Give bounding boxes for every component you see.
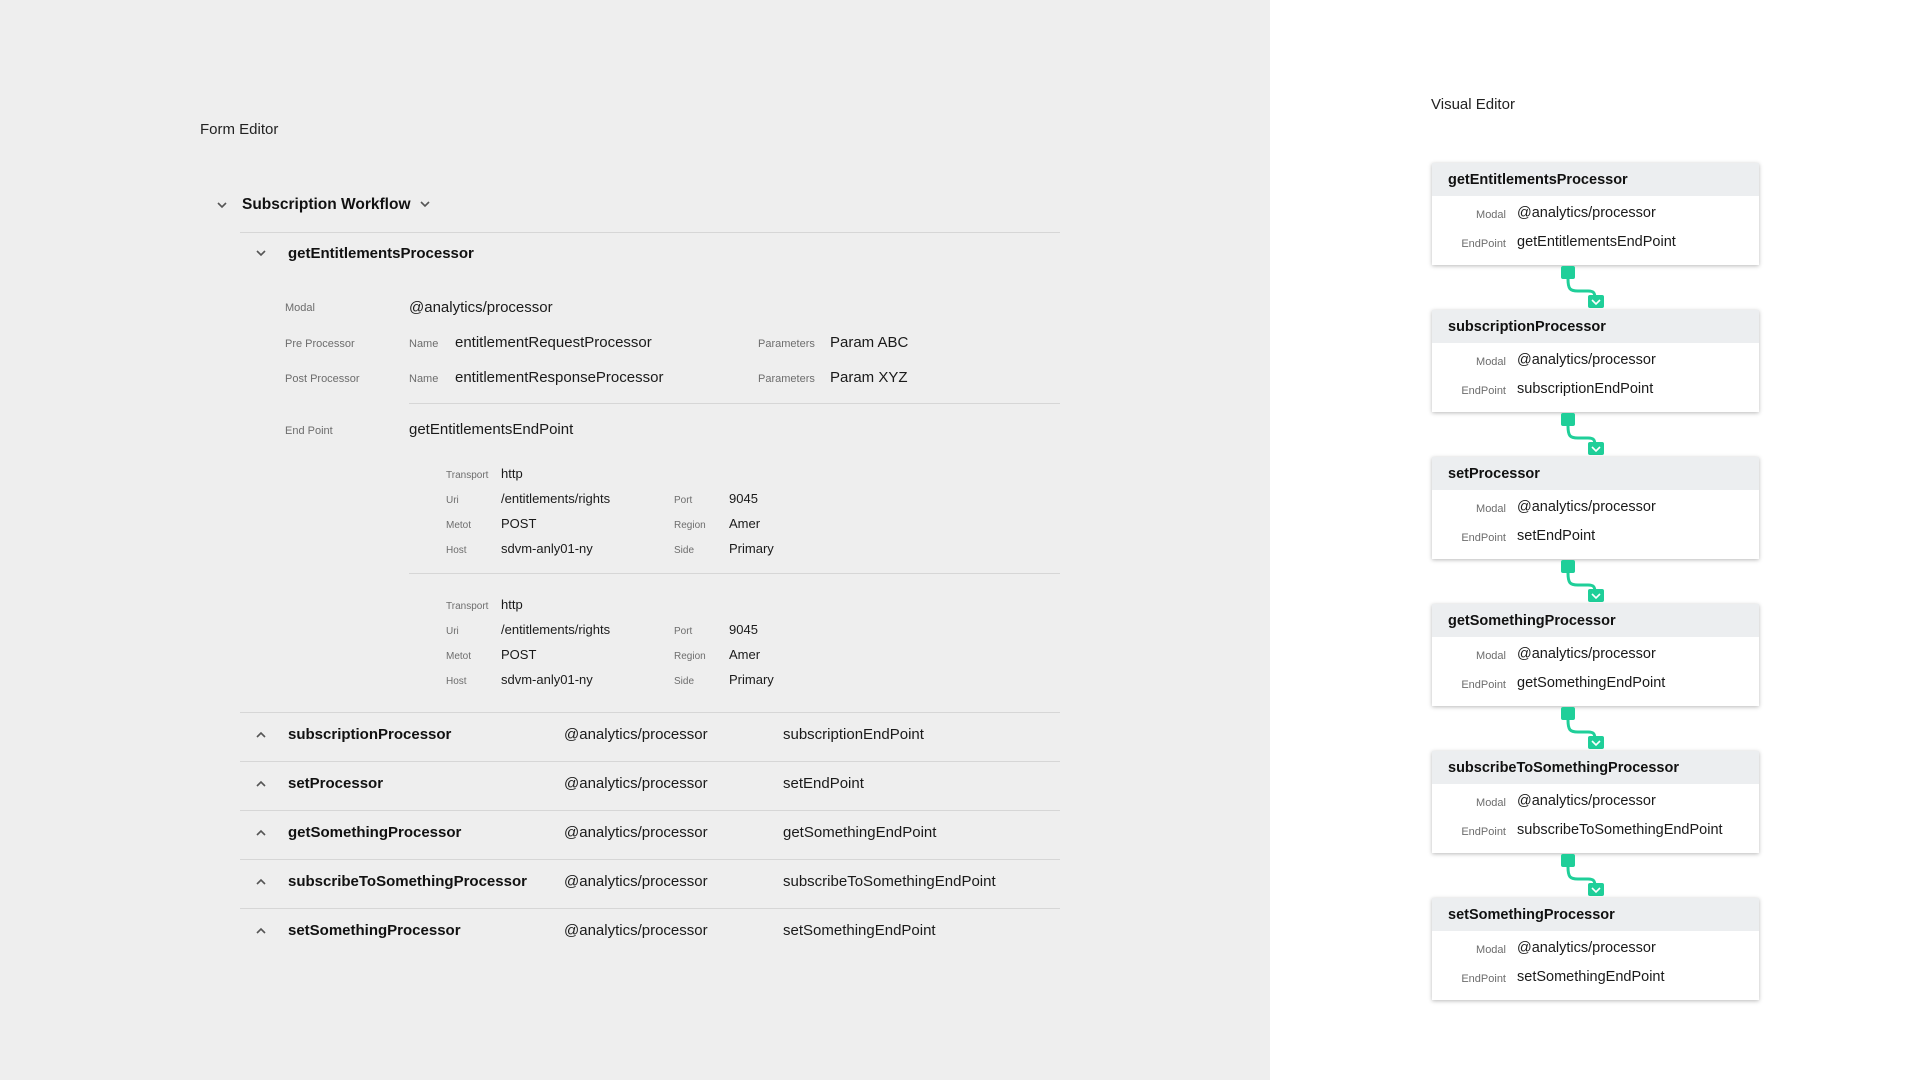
- processor-row-name[interactable]: subscribeToSomethingProcessor: [288, 873, 527, 890]
- divider: [240, 859, 1060, 860]
- chevron-up-icon[interactable]: [252, 873, 270, 891]
- parameters-label: Parameters: [758, 338, 815, 350]
- region-label: Region: [674, 651, 706, 662]
- divider: [240, 908, 1060, 909]
- visual-editor-title: Visual Editor: [1431, 96, 1515, 113]
- node-title: subscriptionProcessor: [1432, 310, 1759, 343]
- modal-label: Modal: [1476, 944, 1506, 956]
- processor-row-endpoint: setEndPoint: [783, 775, 864, 792]
- post-processor-params[interactable]: Param XYZ: [830, 369, 908, 386]
- processor-row-modal: @analytics/processor: [564, 726, 708, 743]
- form-editor-title: Form Editor: [200, 121, 279, 138]
- divider: [240, 712, 1060, 713]
- transport-label: Transport: [446, 601, 489, 612]
- node-title: setProcessor: [1432, 457, 1759, 490]
- node-modal-value: @analytics/processor: [1517, 793, 1656, 809]
- chevron-up-icon[interactable]: [252, 824, 270, 842]
- node-modal-value: @analytics/processor: [1517, 352, 1656, 368]
- endpoint-label: EndPoint: [1461, 826, 1506, 838]
- end-point-label: End Point: [285, 425, 333, 437]
- uri-label: Uri: [446, 495, 459, 506]
- pre-processor-params[interactable]: Param ABC: [830, 334, 909, 351]
- workflow-title[interactable]: Subscription Workflow: [242, 196, 411, 213]
- host-label: Host: [446, 545, 467, 556]
- transport-value[interactable]: http: [501, 466, 523, 481]
- region-value[interactable]: Amer: [729, 647, 761, 662]
- endpoint-label: EndPoint: [1461, 679, 1506, 691]
- processor-node[interactable]: [1432, 898, 1759, 1000]
- node-modal-value: @analytics/processor: [1517, 205, 1656, 221]
- region-label: Region: [674, 520, 706, 531]
- endpoint-label: EndPoint: [1461, 532, 1506, 544]
- processor-row-name[interactable]: setSomethingProcessor: [288, 922, 461, 939]
- name-label: Name: [409, 338, 439, 350]
- transport-label: Transport: [446, 470, 489, 481]
- metot-value[interactable]: POST: [501, 516, 537, 531]
- processor-row-name[interactable]: getSomethingProcessor: [288, 824, 462, 841]
- node-endpoint-value: getEntitlementsEndPoint: [1517, 234, 1676, 250]
- node-endpoint-value: setSomethingEndPoint: [1517, 969, 1665, 985]
- uri-value[interactable]: /entitlements/rights: [501, 491, 611, 506]
- processor-row-modal: @analytics/processor: [564, 873, 708, 890]
- side-label: Side: [674, 545, 695, 556]
- pre-processor-label: Pre Processor: [285, 338, 355, 350]
- node-title: setSomethingProcessor: [1432, 898, 1759, 931]
- processor-row-endpoint: subscriptionEndPoint: [783, 726, 924, 743]
- processor-row-modal: @analytics/processor: [564, 922, 708, 939]
- uri-value[interactable]: /entitlements/rights: [501, 622, 611, 637]
- modal-value[interactable]: @analytics/processor: [409, 299, 553, 316]
- modal-label: Modal: [285, 302, 315, 314]
- processor-row-modal: @analytics/processor: [564, 775, 708, 792]
- divider: [409, 573, 1060, 574]
- node-endpoint-value: subscriptionEndPoint: [1517, 381, 1654, 397]
- node-connector[interactable]: [1560, 412, 1610, 456]
- transport-value[interactable]: http: [501, 597, 523, 612]
- host-label: Host: [446, 676, 467, 687]
- divider: [240, 761, 1060, 762]
- side-value[interactable]: Primary: [729, 541, 774, 556]
- endpoint-label: EndPoint: [1461, 385, 1506, 397]
- processor-row-name[interactable]: setProcessor: [288, 775, 384, 792]
- port-value[interactable]: 9045: [729, 622, 758, 637]
- modal-label: Modal: [1476, 209, 1506, 221]
- node-connector[interactable]: [1560, 853, 1610, 897]
- processor-node[interactable]: [1432, 604, 1759, 706]
- side-label: Side: [674, 676, 695, 687]
- divider: [409, 403, 1060, 404]
- node-modal-value: @analytics/processor: [1517, 940, 1656, 956]
- port-value[interactable]: 9045: [729, 491, 758, 506]
- processor-row-endpoint: setSomethingEndPoint: [783, 922, 936, 939]
- processor-node[interactable]: [1432, 751, 1759, 853]
- port-label: Port: [674, 495, 693, 506]
- processor-node[interactable]: [1432, 457, 1759, 559]
- parameters-label: Parameters: [758, 373, 815, 385]
- processor-row-modal: @analytics/processor: [564, 824, 708, 841]
- node-endpoint-value: setEndPoint: [1517, 528, 1596, 544]
- post-processor-name[interactable]: entitlementResponseProcessor: [455, 369, 664, 386]
- metot-value[interactable]: POST: [501, 647, 537, 662]
- modal-label: Modal: [1476, 356, 1506, 368]
- chevron-up-icon[interactable]: [252, 726, 270, 744]
- chevron-down-icon[interactable]: [252, 244, 270, 262]
- chevron-up-icon[interactable]: [252, 775, 270, 793]
- metot-label: Metot: [446, 520, 472, 531]
- modal-label: Modal: [1476, 797, 1506, 809]
- side-value[interactable]: Primary: [729, 672, 774, 687]
- endpoint-label: EndPoint: [1461, 238, 1506, 250]
- chevron-down-icon[interactable]: [213, 196, 231, 214]
- processor-node[interactable]: [1432, 310, 1759, 412]
- node-modal-value: @analytics/processor: [1517, 646, 1656, 662]
- visual-editor-panel: [1270, 0, 1920, 1080]
- metot-label: Metot: [446, 651, 472, 662]
- post-processor-label: Post Processor: [285, 373, 360, 385]
- modal-label: Modal: [1476, 650, 1506, 662]
- end-point-value[interactable]: getEntitlementsEndPoint: [409, 421, 574, 438]
- host-value[interactable]: sdvm-anly01-ny: [501, 672, 593, 687]
- uri-label: Uri: [446, 626, 459, 637]
- node-endpoint-value: subscribeToSomethingEndPoint: [1517, 822, 1723, 838]
- node-connector[interactable]: [1560, 559, 1610, 603]
- host-value[interactable]: sdvm-anly01-ny: [501, 541, 593, 556]
- divider: [240, 232, 1060, 233]
- name-label: Name: [409, 373, 439, 385]
- node-title: getEntitlementsProcessor: [1432, 163, 1759, 196]
- processor-row-endpoint: getSomethingEndPoint: [783, 824, 937, 841]
- endpoint-label: EndPoint: [1461, 973, 1506, 985]
- node-connector[interactable]: [1560, 706, 1610, 750]
- node-endpoint-value: getSomethingEndPoint: [1517, 675, 1666, 691]
- node-modal-value: @analytics/processor: [1517, 499, 1656, 515]
- region-value[interactable]: Amer: [729, 516, 761, 531]
- divider: [240, 810, 1060, 811]
- processor-node[interactable]: [1432, 163, 1759, 265]
- port-label: Port: [674, 626, 693, 637]
- pre-processor-name[interactable]: entitlementRequestProcessor: [455, 334, 652, 351]
- node-connector[interactable]: [1560, 265, 1610, 309]
- node-title: subscribeToSomethingProcessor: [1432, 751, 1759, 784]
- processor-row-name[interactable]: subscriptionProcessor: [288, 726, 452, 743]
- processor-title[interactable]: getEntitlementsProcessor: [288, 245, 474, 262]
- processor-row-endpoint: subscribeToSomethingEndPoint: [783, 873, 996, 890]
- node-title: getSomethingProcessor: [1432, 604, 1759, 637]
- chevron-down-icon[interactable]: [416, 195, 434, 213]
- modal-label: Modal: [1476, 503, 1506, 515]
- chevron-up-icon[interactable]: [252, 922, 270, 940]
